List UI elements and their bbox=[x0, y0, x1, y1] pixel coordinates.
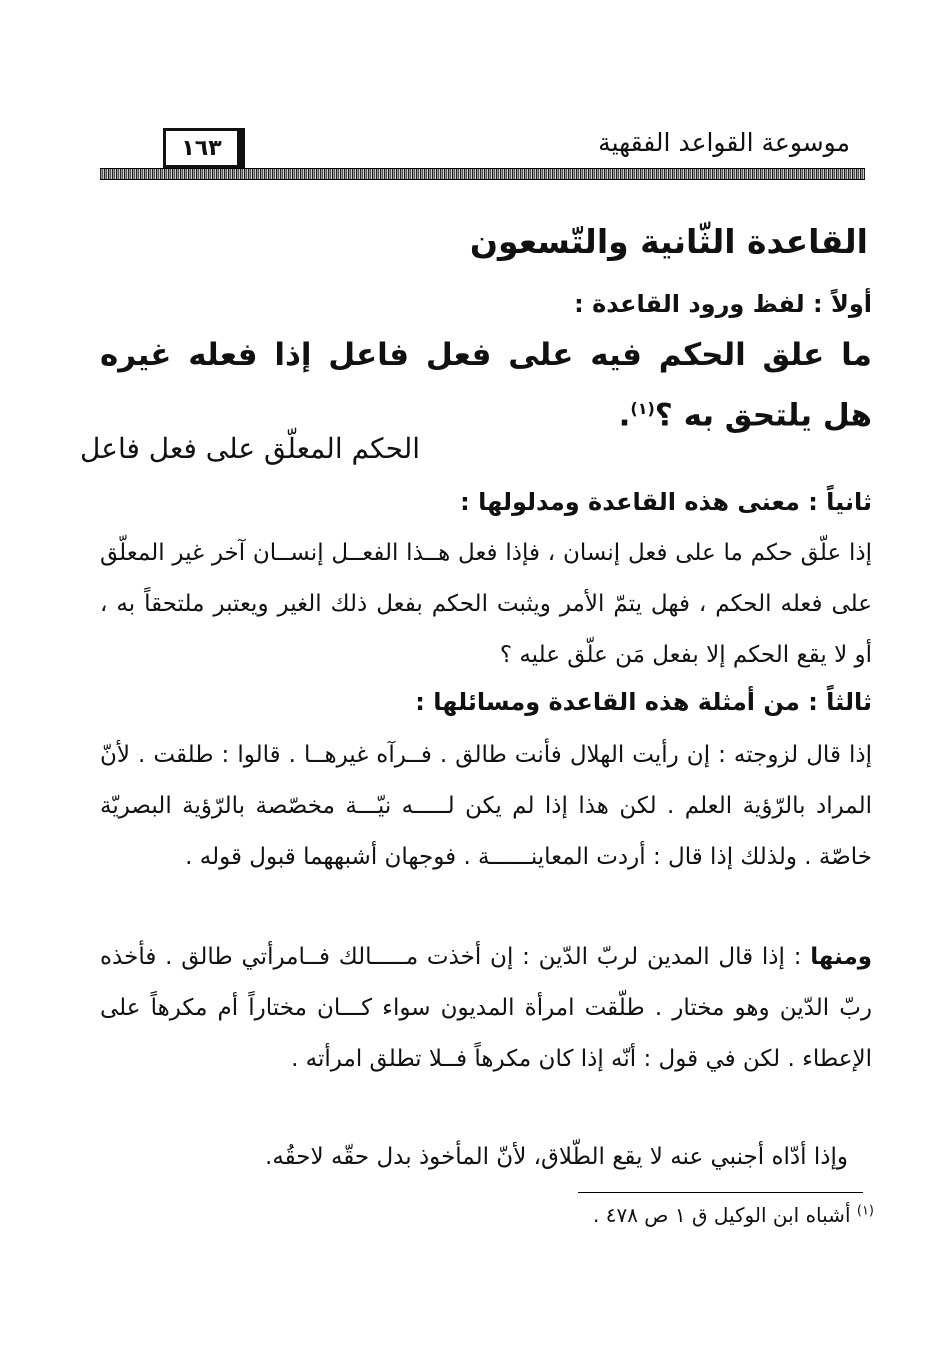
footnote-divider bbox=[578, 1192, 863, 1193]
example-lead-word: ومنها bbox=[810, 944, 872, 970]
book-title: موسوعة القواعد الفقهية bbox=[598, 128, 850, 157]
section-heading-meaning: ثانياً : معنى هذه القاعدة ومدلولها : bbox=[460, 488, 872, 516]
rule-statement-text: ما علق الحكم فيه على فعل فاعل إذا فعله غيره هل يلتحق به ؟ bbox=[100, 337, 872, 434]
example-paragraph-3: وإذا أدّاه أجنبي عنه لا يقع الطّلاق، لأنّ المأخوذ بدل حقّه لاحقُه. bbox=[265, 1144, 848, 1170]
example-paragraph-2 bbox=[100, 932, 872, 1085]
footnote-text: أشباه ابن الوكيل ق ١ ص ٤٧٨ . bbox=[592, 1203, 851, 1227]
rule-statement-end: . bbox=[618, 397, 631, 434]
meaning-paragraph: إذا علّق حكم ما على فعل إنسان ، فإذا فعل هــذا الفعــل إنســان آخر غير المعلّق على فعله الحكم ، فهل يتمّ الأمر ويثبت الحكم بفعل ذلك الغير ويعتبر ملتحقاً به ، أو لا يقع الحكم إلا بفعل مَن علّق عليه ؟ bbox=[100, 540, 872, 668]
footnote-marker: (١) bbox=[856, 1203, 874, 1219]
rule-statement bbox=[100, 328, 872, 442]
example-paragraph-2-text: : إذا قال المدين لربّ الدّين : إن أخذت مـــــالك فــامرأتي طالق . فأخذه ربّ الدّين وهو مختار . طلّقت امرأة المديون سواء كـــان مختاراً أم مكرهاً على الإعطاء . لكن في قول : أنّه إذا كان مكرهاً فــلا تطلق امرأته . bbox=[100, 944, 872, 1072]
example-paragraph-1: إذا قال لزوجته : إن رأيت الهلال فأنت طالق . فــرآه غيرهــا . قالوا : طلقت . لأنّ المراد بالرّؤية العلم . لكن هذا إذا لم يكن لـــــه نيّـــة مخصّصة بالرّؤية البصريّة خاصّة . ولذلك إذا قال : أردت المعاينــــــة . فوجهان أشبههما قبول قوله . bbox=[100, 742, 872, 870]
page-number: ١٦٣ bbox=[163, 128, 245, 168]
rule-short-name: الحكم المعلّق على فعل فاعل bbox=[80, 432, 420, 465]
footnote bbox=[593, 1203, 874, 1227]
header-divider bbox=[100, 168, 865, 180]
section-heading-examples: ثالثاً : من أمثلة هذه القاعدة ومسائلها : bbox=[415, 688, 872, 716]
rule-title: القاعدة الثّانية والتّسعون bbox=[469, 222, 868, 261]
section-heading-wording: أولاً : لفظ ورود القاعدة : bbox=[574, 290, 872, 318]
footnote-ref: (١) bbox=[630, 399, 655, 418]
